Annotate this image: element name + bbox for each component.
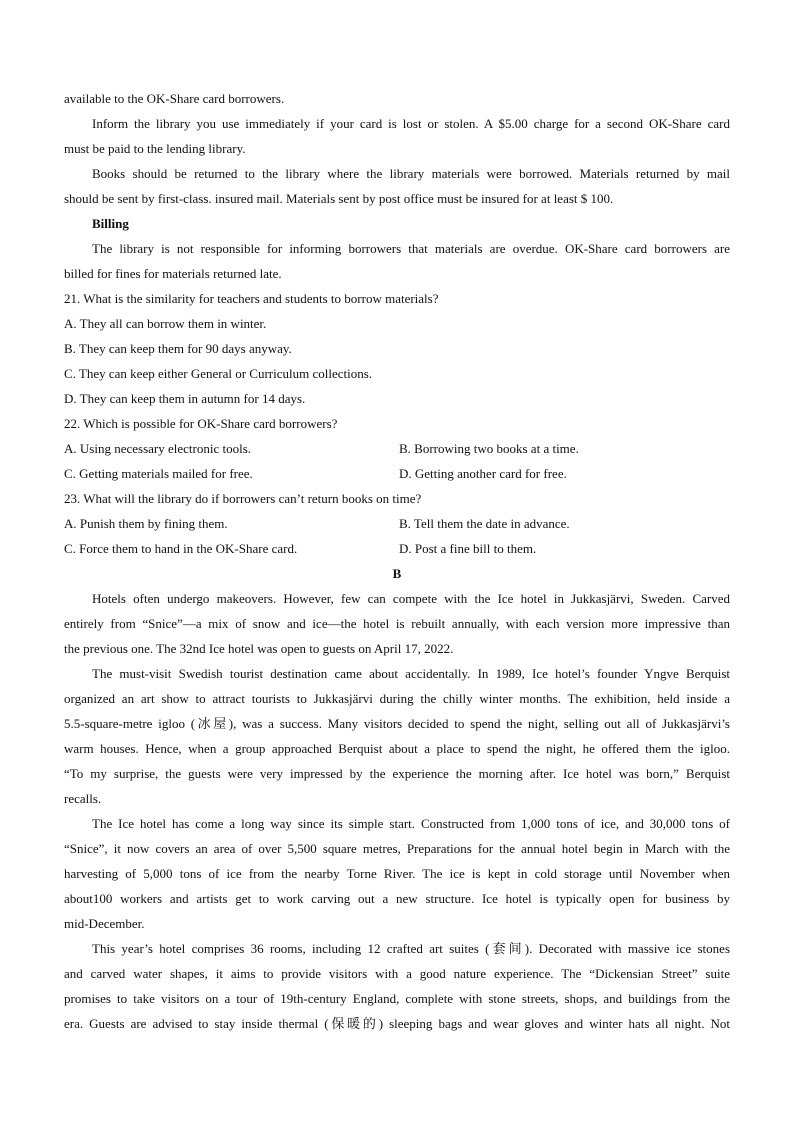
question-23: 23. What will the library do if borrowers can’t return books on time? — [64, 491, 422, 506]
text-line: recalls. — [64, 791, 102, 806]
text-line: The must-visit Swedish tourist destination came about accidentally. In 1989, Ice hotel’s founder Yngve Berquist — [92, 666, 730, 681]
option-21-c: C. They can keep either General or Curriculum collections. — [64, 366, 373, 381]
text-line: harvesting of 5,000 tons of ice from the nearby Torne River. The ice is kept in cold storage until November when — [64, 866, 730, 881]
text-line: promises to take visitors on a tour of 19th-century England, complete with stone streets, shops, and buildings from the — [64, 991, 730, 1006]
options-row — [64, 461, 730, 486]
text-line: warm houses. Hence, when a group approached Berquist about a place to spend the night, he offered them the igloo. — [64, 741, 730, 756]
text-line: The Ice hotel has come a long way since its simple start. Constructed from 1,000 tons of ice, and 30,000 tons of — [92, 816, 730, 831]
text-line: billed for fines for materials returned late. — [64, 266, 282, 281]
option-21-a: A. They all can borrow them in winter. — [64, 316, 267, 331]
question-22: 22. Which is possible for OK-Share card borrowers? — [64, 416, 338, 431]
option-23-c: C. Force them to hand in the OK-Share card. — [64, 541, 298, 556]
option-23-a: A. Punish them by fining them. — [64, 516, 228, 531]
option-23-b: B. Tell them the date in advance. — [399, 516, 570, 531]
text-line: entirely from “Snice”—a mix of snow and ice—the hotel is rebuilt annually, with each version more impressive than — [64, 616, 730, 631]
text-line: “Snice”, it now covers an area of over 5,500 square metres, Preparations for the annual hotel begin in March with the — [64, 841, 730, 856]
document-page — [64, 86, 730, 1036]
options-row — [64, 511, 730, 536]
text-line: Inform the library you use immediately if your card is lost or stolen. A $5.00 charge for a second OK-Share card — [92, 116, 730, 131]
text-line: mid-December. — [64, 916, 145, 931]
text-line: available to the OK-Share card borrowers. — [64, 91, 285, 106]
option-22-b: B. Borrowing two books at a time. — [399, 441, 579, 456]
section-label-b: B — [392, 566, 402, 581]
text-line: must be paid to the lending library. — [64, 141, 246, 156]
option-22-c: C. Getting materials mailed for free. — [64, 466, 253, 481]
option-21-b: B. They can keep them for 90 days anyway. — [64, 341, 292, 356]
text-line: The library is not responsible for informing borrowers that materials are overdue. OK-Share card borrowers are — [92, 241, 730, 256]
question-21: 21. What is the similarity for teachers and students to borrow materials? — [64, 291, 439, 306]
text-line: Books should be returned to the library where the library materials were borrowed. Materials returned by mail — [92, 166, 730, 181]
text-line: “To my surprise, the guests were very impressed by the experience the morning after. Ice hotel was born,” Berquist — [64, 766, 730, 781]
options-row — [64, 536, 730, 561]
section-heading-billing: Billing — [92, 216, 129, 231]
text-line: 5.5-square-metre igloo (冰屋), was a success. Many visitors decided to spend the night, selling out all of Jukkasjärvi’s — [64, 716, 730, 731]
text-line: Hotels often undergo makeovers. However, few can compete with the Ice hotel in Jukkasjärvi, Sweden. Carved — [92, 591, 730, 606]
option-22-a: A. Using necessary electronic tools. — [64, 441, 252, 456]
text-line: about100 workers and artists get to work carving out a new structure. Ice hotel is typically open for business by — [64, 891, 730, 906]
text-line: This year’s hotel comprises 36 rooms, including 12 crafted art suites (套间). Decorated with massive ice stones — [92, 941, 730, 956]
option-23-d: D. Post a fine bill to them. — [399, 541, 537, 556]
text-line: the previous one. The 32nd Ice hotel was open to guests on April 17, 2022. — [64, 641, 454, 656]
text-line: organized an art show to attract tourists to Jukkasjärvi during the chilly winter months. The exhibition, held inside a — [64, 691, 730, 706]
option-21-d: D. They can keep them in autumn for 14 days. — [64, 391, 306, 406]
text-line: should be sent by first-class. insured mail. Materials sent by post office must be insured for at least $ 100. — [64, 191, 614, 206]
text-line: era. Guests are advised to stay inside thermal (保暖的) sleeping bags and wear gloves and winter hats all night. Not — [64, 1016, 730, 1031]
text-line: and carved water shapes, it aims to provide visitors with a good nature experience. The “Dickensian Street” suite — [64, 966, 730, 981]
options-row — [64, 436, 730, 461]
option-22-d: D. Getting another card for free. — [399, 466, 567, 481]
